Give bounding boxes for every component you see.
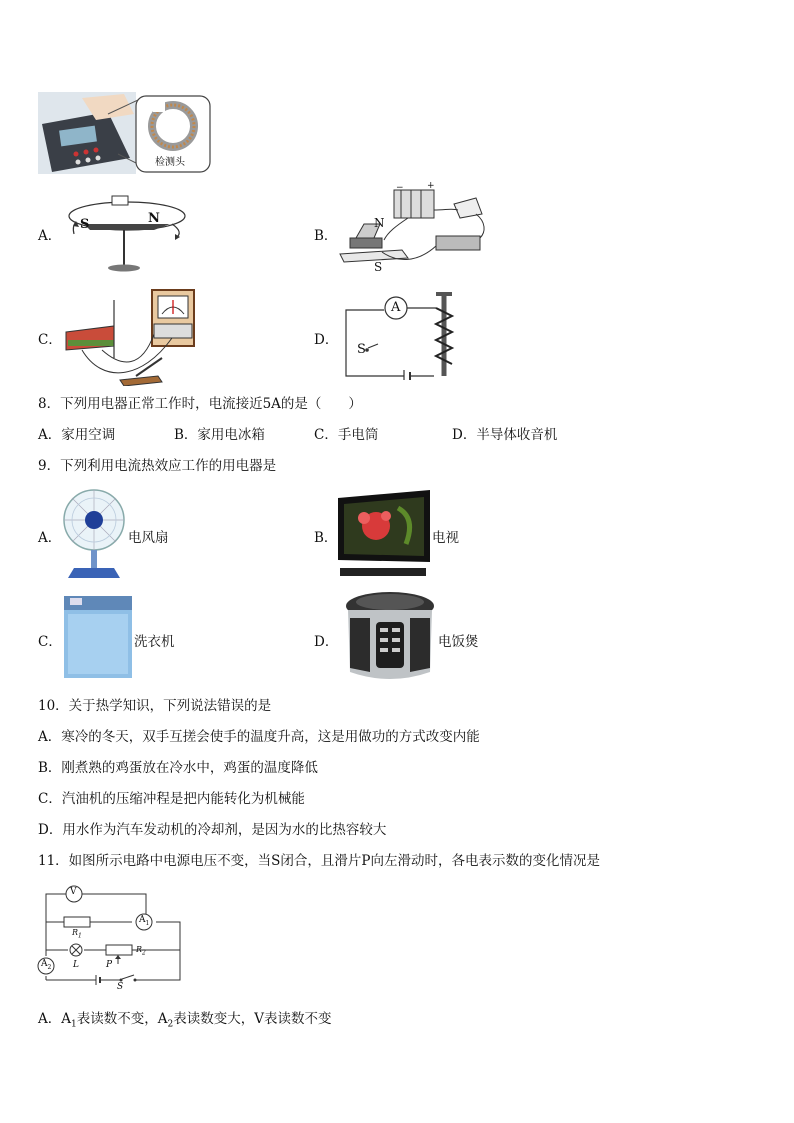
q7-a-north-label: N [148, 211, 160, 226]
q9-option-a-letter: A． [38, 530, 62, 546]
q7-a-south-label: S [80, 217, 90, 232]
q11-slider-label: P [106, 960, 113, 970]
q11-lamp-label: L [73, 960, 79, 970]
tv-image [336, 488, 432, 580]
q11-stem: 11．如图所示电路中电源电压不变，当S闭合，且滑片P向左滑动时，各电表示数的变化情况是 [38, 853, 601, 869]
q8-option-b: B．家用电冰箱 [174, 427, 265, 443]
q11-voltmeter-label: V [70, 887, 77, 897]
q10-stem: 10．关于热学知识，下列说法错误的是 [38, 698, 272, 714]
q10-option-c: C．汽油机的压缩冲程是把内能转化为机械能 [38, 791, 305, 807]
q7-option-c-label: C． [38, 332, 62, 348]
washing-machine-image [62, 594, 134, 680]
q7-b-north-label: N [374, 216, 385, 230]
q9-option-a-name: 电风扇 [128, 530, 169, 546]
q11-option-a: A．$A_1$表读数不变，$A_2$表读数变大，V表读数不变 [38, 1011, 332, 1030]
q11-circuit-diagram [36, 880, 184, 996]
q9-option-d-name: 电饭煲 [438, 634, 479, 650]
q9-option-c-letter: C． [38, 634, 62, 650]
q7-option-c-figure [62, 288, 202, 386]
q8-option-d: D．半导体收音机 [452, 427, 558, 443]
q10-option-d: D．用水作为汽车发动机的冷却剂，是因为水的比热容较大 [38, 822, 387, 838]
detector-caption: 检测头 [155, 157, 185, 168]
q9-option-c-name: 洗衣机 [134, 634, 175, 650]
q8-option-c: C．手电筒 [314, 427, 379, 443]
q11-ammeter-a1-label: $A_1$ [139, 915, 150, 927]
q9-option-b-name: 电视 [432, 530, 459, 546]
card-reader-image [38, 92, 213, 174]
q7-option-d-label: D． [314, 332, 339, 348]
q11-ammeter-a2-label: $A_2$ [41, 959, 52, 971]
q11-switch-label: S [117, 982, 124, 992]
q11-r2-label: $R_2$ [136, 945, 146, 957]
q8-option-a: A．家用空调 [38, 427, 116, 443]
rice-cooker-image [340, 588, 440, 688]
q7-option-b-label: B． [314, 228, 338, 244]
q9-option-b-letter: B． [314, 530, 338, 546]
q7-d-ammeter-label: A [391, 300, 401, 315]
q11-r1-label: $R_1$ [72, 928, 82, 940]
q7-option-b-figure [336, 180, 488, 272]
q7-option-a-label: A． [38, 228, 62, 244]
q10-option-a: A．寒冷的冬天，双手互搓会使手的温度升高，这是用做功的方式改变内能 [38, 729, 480, 745]
q9-option-d-letter: D． [314, 634, 339, 650]
fan-image [60, 486, 128, 584]
q10-option-b: B．刚煮熟的鸡蛋放在冷水中，鸡蛋的温度降低 [38, 760, 318, 776]
q7-option-d-figure [342, 288, 466, 380]
q8-stem: 8．下列用电器正常工作时，电流接近5A的是（ ） [38, 396, 362, 412]
q7-b-plus-sign: + [427, 181, 435, 191]
q9-stem: 9．下列利用电流热效应工作的用电器是 [38, 458, 277, 474]
q7-b-minus-sign: − [396, 183, 404, 193]
q7-b-south-label: S [374, 260, 383, 274]
q7-d-switch-label: S [357, 342, 366, 357]
